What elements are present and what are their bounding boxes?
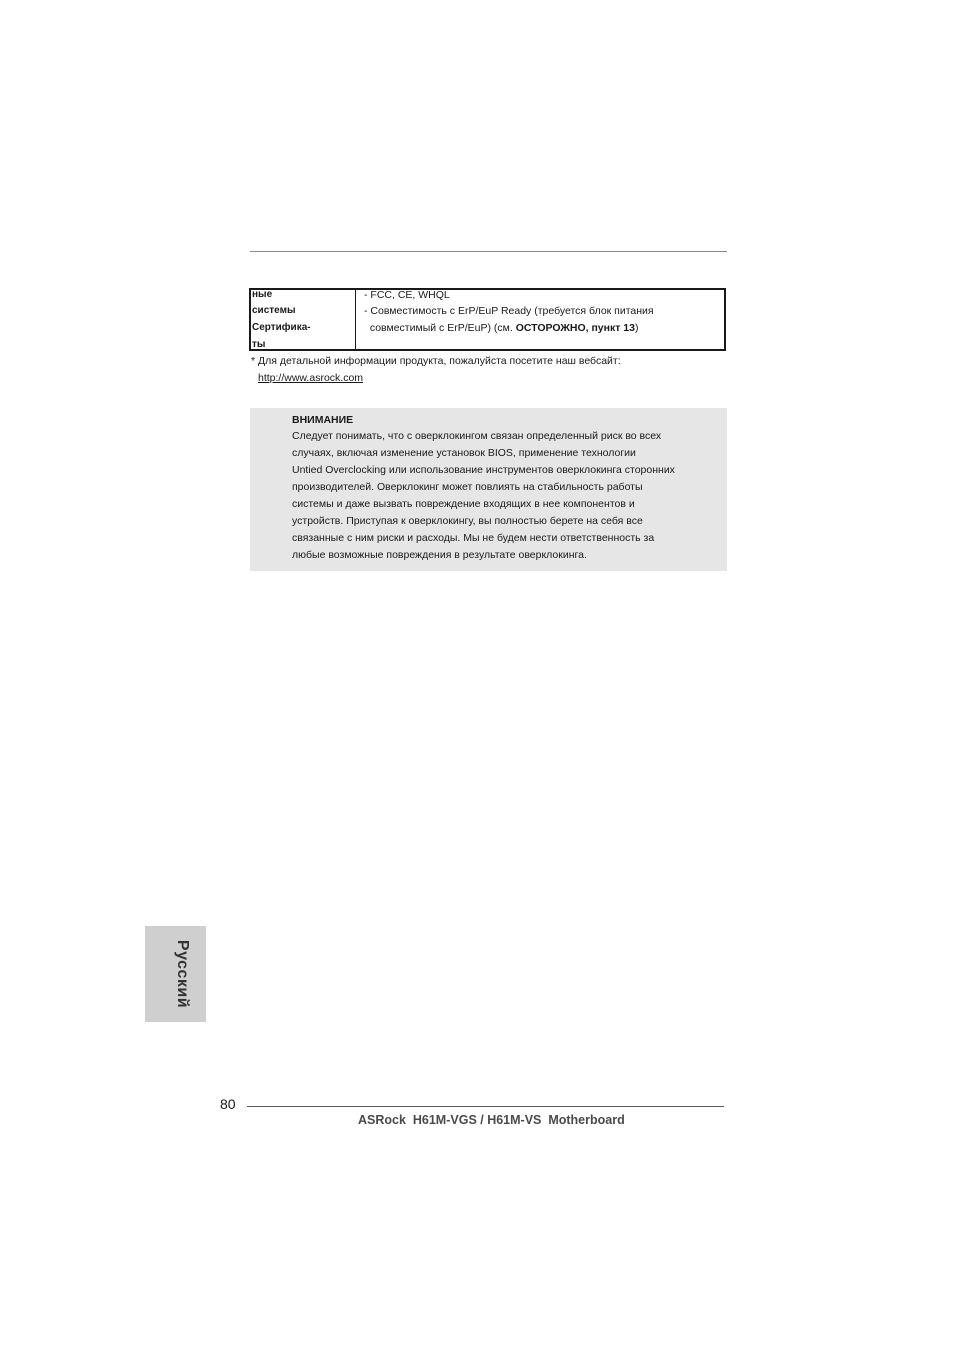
caution-line: любые возможные повреждения в результате оверклокинга.: [292, 549, 587, 561]
caution-line: Следует понимать, что с оверклокингом связан определенный риск во всех: [292, 430, 662, 442]
value-line: - Совместимость с ErP/EuP Ready (требуется блок питания: [364, 305, 654, 317]
page-number: 80: [220, 1096, 236, 1112]
value-line: - FCC, CE, WHQL: [364, 289, 450, 301]
value-line-suffix: ): [634, 322, 639, 334]
caution-reference: ОСТОРОЖНО, пункт 13: [515, 322, 635, 334]
value-line-with-reference: [364, 322, 638, 334]
caution-line: связанные с ним риски и расходы. Мы не будем нести ответственность за: [292, 532, 655, 544]
table-column-divider: [355, 290, 356, 349]
footer-divider: [247, 1106, 724, 1107]
certifications-table: [249, 288, 726, 351]
label-line: ные: [252, 289, 273, 300]
caution-line: Untied Overclocking или использование инструментов оверклокинга сторонних: [292, 464, 675, 476]
caution-line: устройств. Приступая к оверклокингу, вы полностью берете на себя все: [292, 515, 643, 527]
website-link[interactable]: http://www.asrock.com: [258, 372, 364, 384]
top-divider: [250, 251, 727, 252]
label-line: ты: [252, 339, 266, 350]
caution-box: [250, 408, 727, 571]
caution-title: ВНИМАНИЕ: [292, 414, 354, 426]
caution-line: случаях, включая изменение установок BIOS, применение технологии: [292, 447, 636, 459]
footnote: * Для детальной информации продукта, пожалуйста посетите наш вебсайт:: [251, 355, 621, 367]
footer-title: ASRock H61M-VGS / H61M-VS Motherboard: [358, 1113, 625, 1127]
value-line-text: совместимый с ErP/EuP) (см.: [364, 322, 516, 334]
label-line: Сертифика-: [252, 322, 311, 333]
label-line: системы: [252, 305, 296, 316]
language-tab-label: Русский: [174, 939, 191, 1009]
caution-line: системы и даже вызвать повреждение входящих в нее компонентов и: [292, 498, 635, 510]
caution-line: производителей. Оверклокинг может повлиять на стабильность работы: [292, 481, 643, 493]
language-tab: [145, 926, 206, 1022]
